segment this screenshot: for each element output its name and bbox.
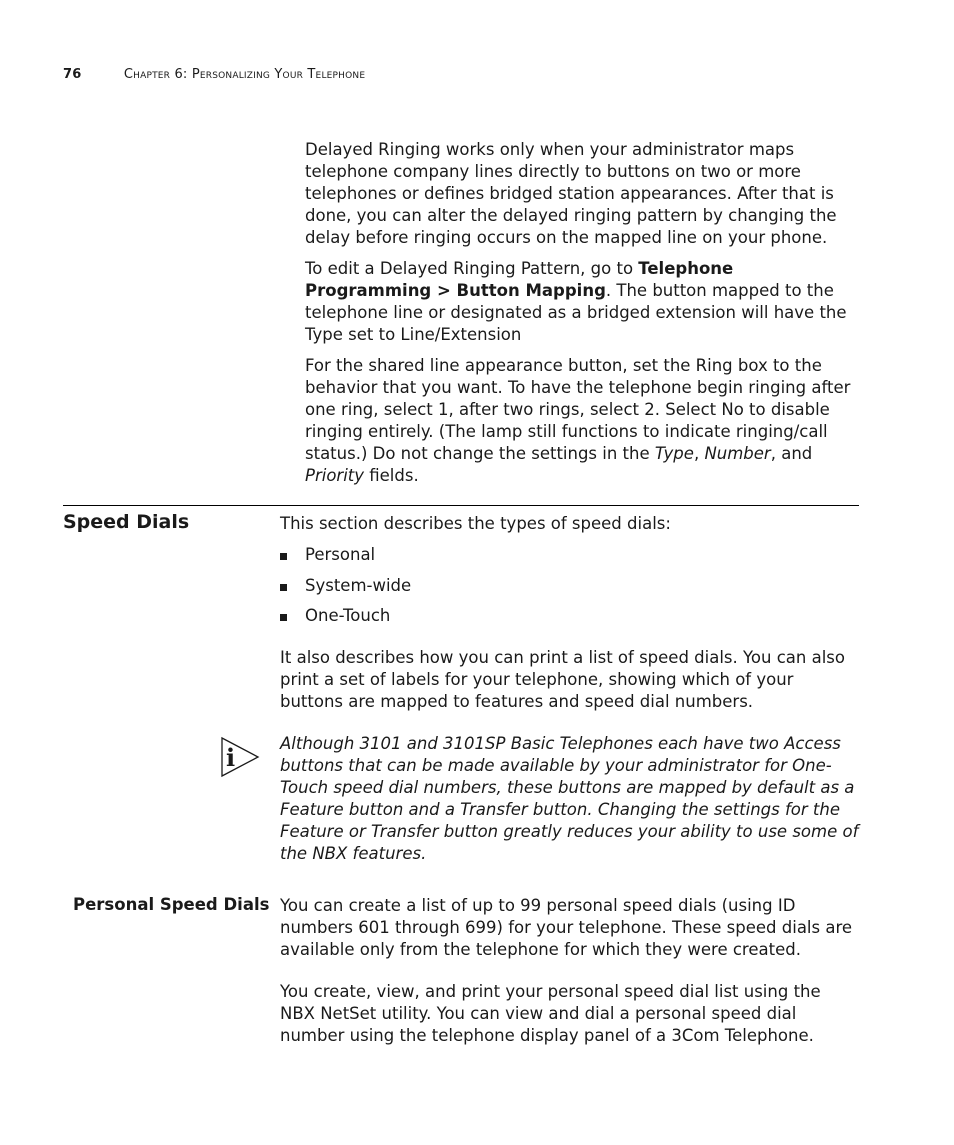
list-item-text: System-wide [305,575,412,595]
intro-p2-text: To edit a Delayed Ringing Pattern, go to [305,259,639,278]
chapter-title: Chapter 6: Personalizing Your Telephone [123,67,366,82]
bullet-icon [280,553,287,560]
speed-dials-description: It also describes how you can print a list of speed dials. You can also print a set of labels for your telephone, showing which of your buttons are mapped to features and speed dial numbers. [280,647,845,711]
note-block [280,733,860,874]
speed-dials-section [280,513,860,722]
list-item [280,575,860,606]
svg-text:i: i [226,743,236,772]
info-icon [220,736,260,782]
field-type: Type [654,444,694,463]
list-item-text: One-Touch [305,606,391,625]
intro-section [305,139,861,496]
section-heading-speed-dials: Speed Dials [63,511,190,533]
list-item [280,544,860,575]
personal-paragraph-2: You create, view, and print your personal speed dial list using the NBX NetSet utility. You can view and dial a personal speed dial number using the telephone display panel of a 3Com Telephone. [280,982,821,1045]
note-text: Although 3101 and 3101SP Basic Telephones each have two Access buttons that can be made available by your administrator for One-Touch speed dial numbers, these buttons are mapped by default as a Feature button and a Transfer button. Changing the settings for the Feature or Transfer button greatly reduces your ability to use some of the NBX features. [280,734,859,863]
separator: , [693,444,705,463]
list-item [280,605,860,636]
intro-paragraph-3 [305,355,861,487]
page-number: 76 [63,67,82,82]
intro-paragraph-1: Delayed Ringing works only when your administrator maps telephone company lines directly to buttons on two or more telephones or defines bridged station appearances. After that is done, you can alter the delayed ringing pattern by changing the delay before ringing occurs on the mapped line on your phone. [305,140,837,247]
personal-speed-dials-section [280,895,860,1056]
field-number: Number [704,444,771,463]
personal-paragraph-1: You can create a list of up to 99 personal speed dials (using ID numbers 601 through 699) for your telephone. These speed dials are available only from the telephone for which they were created. [280,896,853,959]
intro-p3-text-end: fields. [364,466,419,485]
intro-paragraph-2 [305,258,861,346]
speed-dial-types-list [280,544,860,636]
running-header [63,67,365,82]
bullet-icon [280,584,287,591]
field-priority: Priority [305,466,365,485]
subsection-heading-personal-speed-dials: Personal Speed Dials [73,895,270,914]
list-item-text: Personal [305,545,376,564]
speed-dials-lead: This section describes the types of speed dials: [280,514,671,533]
section-divider [63,505,859,506]
menu-path: Telephone Programming > Button Mapping [305,259,734,300]
bullet-icon [280,614,287,621]
separator: , and [770,444,813,463]
intro-p2-text-end: . The button mapped to the telephone line or designated as a bridged extension will have the Type set to Line/Extension [305,281,847,344]
intro-p3-text: For the shared line appearance button, set the Ring box to the behavior that you want. To have the telephone begin ringing after one ring, select 1, after two rings, select 2. Select No to disable ringing entirely. (The lamp still functions to indicate ringing/call status.) Do not change the settings in the [305,356,851,463]
